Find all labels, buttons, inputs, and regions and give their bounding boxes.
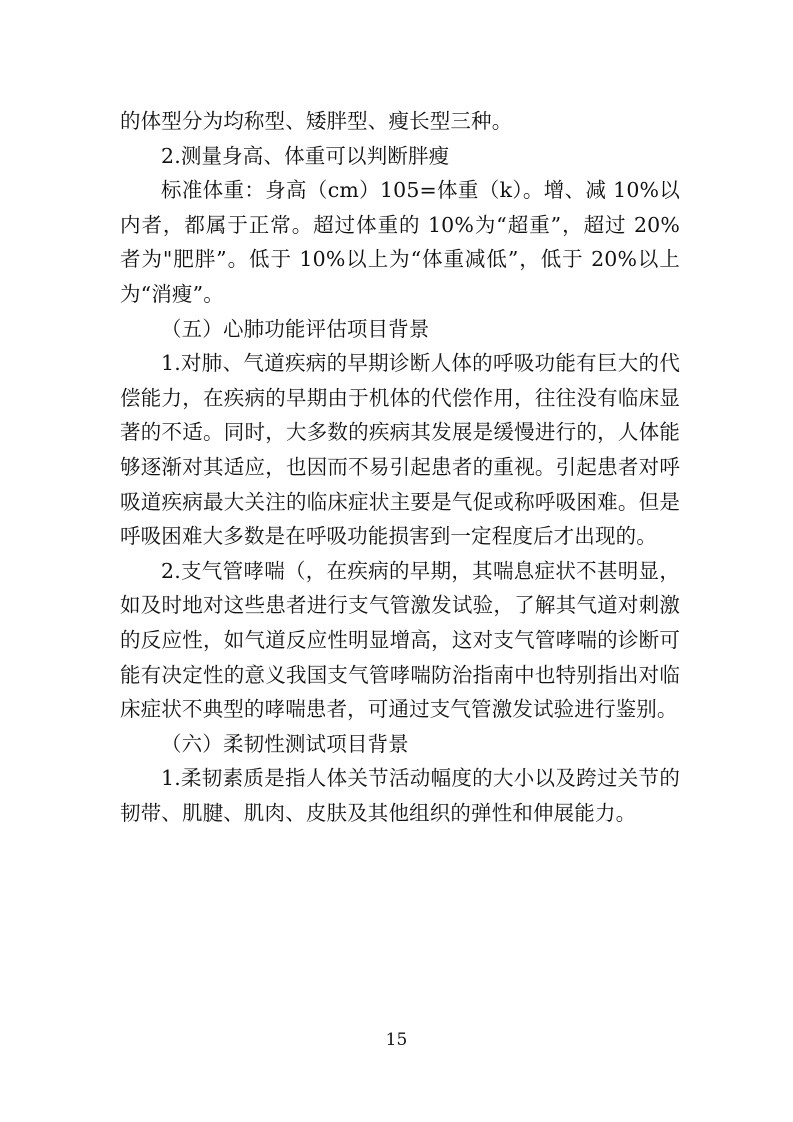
paragraph-bronchial-asthma: 2.支气管哮喘（，在疾病的早期，其喘息症状不甚明显，如及时地对这些患者进行支气管激发试验，了解其气道对刺激的反应性，如气道反应性明显增高，这对支气管哮喘的诊断可能有决定性的意义我国支气管哮喘防治指南中也特别指出对临床症状不典型的哮喘患者，可通过支气管激发试验进行鉴别。: [120, 558, 680, 722]
section-heading-cardiopulmonary: （五）心肺功能评估项目背景: [161, 316, 430, 341]
paragraph-lung-airway-diagnosis: 1.对肺、气道疾病的早期诊断人体的呼吸功能有巨大的代偿能力，在疾病的早期由于机体的代偿作用，往往没有临床显著的不适。同时，大多数的疾病其发展是缓慢进行的，人体能够逐渐对其适应，也因而不易引起患者的重视。引起患者对呼吸道疾病最大关注的临床症状主要是气促或称呼吸困难。但是呼吸困难大多数是在呼吸功能损害到一定程度后才出现的。: [120, 351, 680, 549]
section-heading-flexibility: （六）柔韧性测试项目背景: [161, 731, 409, 756]
paragraph-height-weight-heading: 2.测量身高、体重可以判断胖瘦: [161, 143, 450, 168]
paragraph-flexibility-definition: 1.柔韧素质是指人体关节活动幅度的大小以及跨过关节的韧带、肌腱、肌肉、皮肤及其他组织的弹性和伸展能力。: [120, 766, 680, 825]
page-number: 15: [385, 1030, 408, 1050]
body-text: [120, 104, 680, 830]
paragraph-standard-weight: 标准体重：身高（cm）105=体重（k）。增、减 10%以内者，都属于正常。超过体重的 10%为“超重”，超过 20%者为"肥胖”。低于 10%以上为“体重减低”，低于 20%以上为“消瘦”。: [120, 178, 680, 306]
paragraph-body-type-continuation: 的体型分为均称型、矮胖型、瘦长型三种。: [120, 109, 513, 133]
